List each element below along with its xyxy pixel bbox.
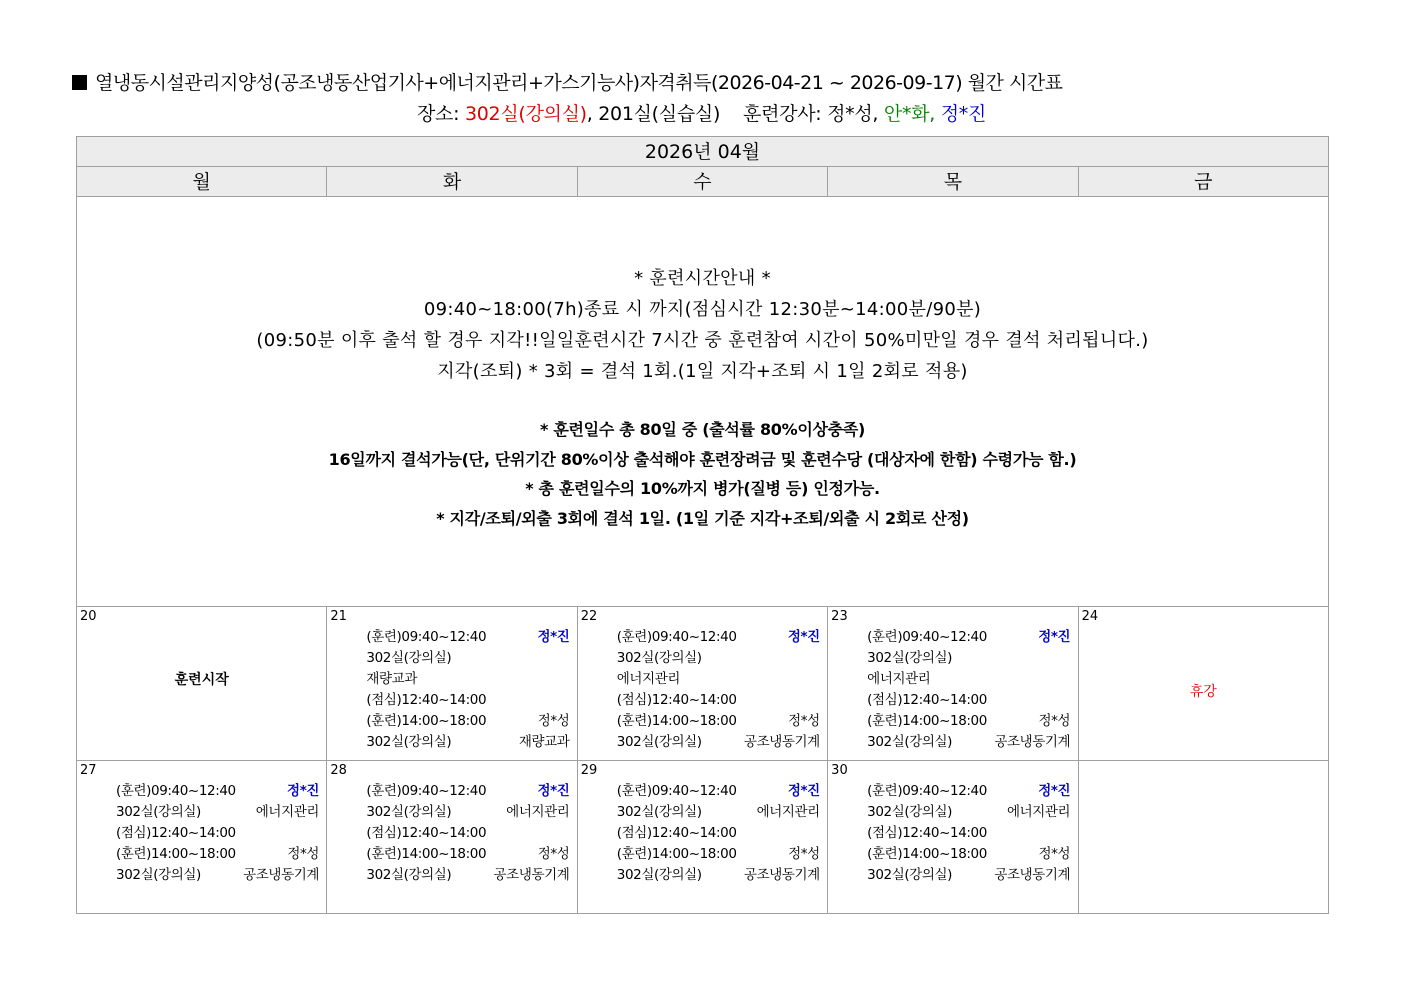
pm-instructor: 정*성 [537,713,570,729]
am-instructor: 정*진 [537,783,570,799]
calendar-table [76,136,1329,914]
day-cell-24 [1078,607,1328,761]
schedule-block [366,781,569,886]
pm-time: (훈련)14:00~18:00 [867,713,987,729]
pm-time: (훈련)14:00~18:00 [116,846,236,862]
pm-session-row [366,844,569,865]
pm-session-row [867,844,1070,865]
am-room-row [867,802,1070,823]
pm-instructor: 정*성 [788,713,820,729]
am-room-row [366,648,569,669]
weekday-wed: 수 [577,167,827,197]
am-room: 302실(강의실) [366,650,452,666]
weekday-tue: 화 [327,167,577,197]
instructor-3: 정*진 [940,103,986,125]
am-room: 302실(강의실) [116,804,201,820]
am-time: (훈련)09:40~12:40 [616,629,737,645]
am-subject-row [366,669,569,690]
subtitle [0,99,1403,126]
am-room: 302실(강의실) [616,650,702,666]
lunch-time: (점심)12:40~14:00 [116,825,236,841]
lunch-row [366,823,569,844]
pm-instructor: 정*성 [788,846,820,862]
am-room: 302실(강의실) [616,804,702,820]
pm-room: 302실(강의실) [616,867,702,883]
pm-room-row [617,865,820,886]
title-text: 열냉동시설관리지양성(공조냉동산업기사+에너지관리+가스기능사)자격취득(2026-04-21 ~ 2026-09-17) 월간 시간표 [95,72,1063,94]
am-session-row [867,781,1070,802]
pm-subject: 공조냉동기계 [743,734,820,750]
instructor-sep: , [929,103,941,125]
lunch-row [366,690,569,711]
am-room-row [617,802,820,823]
day-cell-20 [77,607,327,761]
pm-room-row [867,865,1070,886]
pm-subject: 공조냉동기계 [743,867,820,883]
am-time: (훈련)09:40~12:40 [116,783,236,799]
day-number: 22 [580,609,598,624]
instructor-2: 안*화 [883,103,930,125]
day-cell-29 [577,761,827,914]
page-title [72,68,1063,95]
notice-bold-line: * 총 훈련일수의 10%까지 병가(질병 등) 인정가능. [525,479,880,498]
am-subject: 에너지관리 [616,671,680,687]
notice-line: 지각(조퇴) * 3회 = 결석 1회.(1일 지각+조퇴 시 1일 2회로 적용) [437,361,968,382]
am-session-row [366,781,569,802]
day-cell-21 [327,607,577,761]
pm-room-row [366,865,569,886]
notice-line: 09:40~18:00(7h)종료 시 까지(점심시간 12:30분~14:00분/90분) [423,299,982,320]
am-instructor: 정*진 [287,783,319,799]
pm-subject: 공조냉동기계 [493,867,570,883]
am-room-row [116,802,319,823]
pm-subject: 공조냉동기계 [243,867,319,883]
am-time: (훈련)09:40~12:40 [366,629,487,645]
pm-subject: 재량교과 [518,734,570,750]
am-instructor: 정*진 [537,629,570,645]
schedule-block [867,627,1070,753]
am-instructor: 정*진 [1038,783,1071,799]
pm-room-row [366,732,569,753]
pm-room: 302실(강의실) [867,734,953,750]
notice-bold-line: 16일까지 결석가능(단, 단위기간 80%이상 출석해야 훈련장려금 및 훈련수당 (대상자에 한함) 수령가능 함.) [328,449,1077,469]
am-session-row [366,627,569,648]
weekday-thu: 목 [828,167,1078,197]
am-room-row [366,802,569,823]
training-start-label: 훈련시작 [174,672,229,688]
am-room: 302실(강의실) [867,804,953,820]
day-number: 27 [80,763,97,778]
am-subject: 에너지관리 [756,804,820,820]
lunch-time: (점심)12:40~14:00 [867,692,987,708]
am-subject: 에너지관리 [1006,804,1071,820]
pm-session-row [116,844,319,865]
lunch-time: (점심)12:40~14:00 [366,692,487,708]
am-time: (훈련)09:40~12:40 [616,783,737,799]
am-subject: 재량교과 [366,671,417,687]
am-room-row [617,648,820,669]
pm-instructor: 정*성 [1038,846,1071,862]
am-instructor: 정*진 [787,629,820,645]
am-time: (훈련)09:40~12:40 [867,629,987,645]
am-time: (훈련)09:40~12:40 [366,783,487,799]
pm-room: 302실(강의실) [867,867,953,883]
day-number: 21 [330,609,347,624]
day-number: 28 [330,763,347,778]
am-session-row [116,781,319,802]
am-time: (훈련)09:40~12:40 [867,783,987,799]
pm-room: 302실(강의실) [366,734,452,750]
schedule-block [617,627,820,753]
lunch-row [617,823,820,844]
day-cell-28 [327,761,577,914]
day-number: 30 [831,763,848,778]
am-room: 302실(강의실) [366,804,452,820]
training-notice [77,197,1328,533]
lunch-time: (점심)12:40~14:00 [616,692,737,708]
notice-bold-line: * 훈련일수 총 80일 중 (출석률 80%이상충족) [540,420,865,439]
day-number: 20 [80,609,97,624]
day-number: 24 [1081,609,1099,624]
am-room: 302실(강의실) [867,650,953,666]
am-subject: 에너지관리 [506,804,570,820]
am-session-row [617,627,820,648]
pm-subject: 공조냉동기계 [994,867,1071,883]
pm-session-row [617,844,820,865]
am-instructor: 정*진 [1038,629,1071,645]
day-cell-empty [1078,761,1328,914]
notice-gap [77,387,1328,415]
weekday-fri: 금 [1078,167,1328,197]
lunch-time: (점심)12:40~14:00 [366,825,487,841]
month-header: 2026년 04월 [77,137,1329,167]
am-subject: 에너지관리 [255,804,319,820]
pm-time: (훈련)14:00~18:00 [867,846,987,862]
pm-instructor: 정*성 [1038,713,1071,729]
pm-instructor: 정*성 [287,846,319,862]
pm-session-row [617,711,820,732]
schedule-block [116,781,319,886]
pm-session-row [867,711,1070,732]
notice-bold-line: * 지각/조퇴/외출 3회에 결석 1일. (1일 기준 지각+조퇴/외출 시 2회로 산정) [436,508,969,528]
notice-line: * 훈련시간안내 * [634,268,771,289]
schedule-block [867,781,1070,886]
day-cell-30 [828,761,1078,914]
am-session-row [617,781,820,802]
lecture-room: 302실(강의실) [464,103,587,125]
notice-cell [77,197,1329,607]
pm-room-row [617,732,820,753]
day-cell-27 [77,761,327,914]
day-number: 23 [831,609,848,624]
lunch-row [116,823,319,844]
day-cell-22 [577,607,827,761]
am-instructor: 정*진 [787,783,820,799]
day-number: 29 [580,763,598,778]
holiday-label: 휴강 [1189,684,1217,700]
place-label: 장소: [417,103,465,125]
pm-instructor: 정*성 [537,846,570,862]
pm-time: (훈련)14:00~18:00 [616,713,737,729]
am-subject: 에너지관리 [867,671,931,687]
am-subject-row [617,669,820,690]
pm-room-row [116,865,319,886]
pm-room-row [867,732,1070,753]
notice-line: (09:50분 이후 출석 할 경우 지각!!일일훈련시간 7시간 중 훈련참여 시간이 50%미만일 경우 결석 처리됩니다.) [256,330,1149,351]
lunch-row [867,823,1070,844]
lunch-row [617,690,820,711]
lunch-time: (점심)12:40~14:00 [616,825,737,841]
am-session-row [867,627,1070,648]
am-subject-row [867,669,1070,690]
pm-time: (훈련)14:00~18:00 [366,846,487,862]
schedule-block [366,627,569,753]
pm-time: (훈련)14:00~18:00 [366,713,487,729]
pm-room: 302실(강의실) [116,867,201,883]
pm-room: 302실(강의실) [366,867,452,883]
day-cell-23 [828,607,1078,761]
pm-session-row [366,711,569,732]
practice-room: , 201실(실습실) [586,103,721,125]
weekday-mon: 월 [77,167,327,197]
pm-subject: 공조냉동기계 [994,734,1071,750]
pm-room: 302실(강의실) [616,734,702,750]
lunch-row [867,690,1070,711]
schedule-block [617,781,820,886]
am-room-row [867,648,1070,669]
lunch-time: (점심)12:40~14:00 [867,825,987,841]
pm-time: (훈련)14:00~18:00 [616,846,737,862]
instructor-label: 훈련강사: 정*성, [743,103,884,125]
square-bullet-icon [72,75,87,90]
